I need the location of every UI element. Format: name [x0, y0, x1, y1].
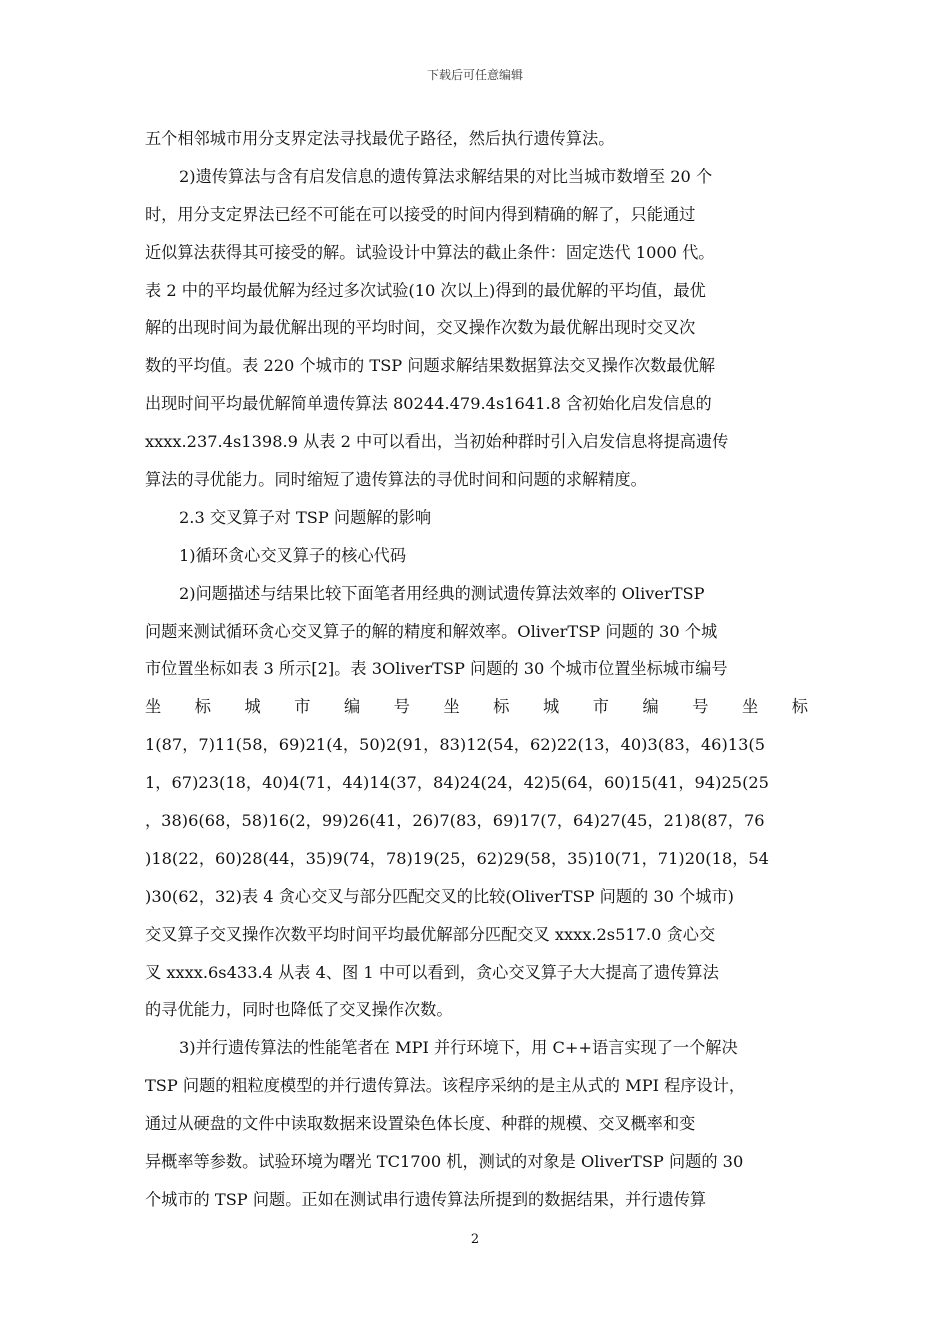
- text-line: ，38)6(68，58)16(2，99)26(41，26)7(83，69)17(7，64)27(45，21)8(87，76: [145, 811, 765, 831]
- spread-char: 编: [642, 697, 659, 717]
- spread-char: 市: [294, 697, 311, 717]
- text-line: 出现时间平均最优解简单遗传算法 80244.479.4s1641.8 含初始化启发信息的: [145, 394, 712, 414]
- text-line: 1，67)23(18，40)4(71，44)14(37，84)24(24，42)5(64，60)15(41，94)25(25: [145, 773, 769, 793]
- spread-char: 市: [592, 697, 609, 717]
- spread-char: 坐: [145, 697, 162, 717]
- page-number: 2: [470, 1232, 480, 1247]
- spread-line: [145, 688, 808, 726]
- text-line: 五个相邻城市用分支界定法寻找最优子路径，然后执行遗传算法。: [145, 129, 615, 148]
- text-line: xxxx.237.4s1398.9 从表 2 中可以看出，当初始种群时引入启发信息将提高遗传: [145, 432, 729, 452]
- spread-char: 号: [393, 697, 410, 717]
- section-heading: 2.3 交叉算子对 TSP 问题解的影响: [179, 507, 432, 527]
- spread-char: 编: [344, 697, 361, 717]
- text-line: 市位置坐标如表 3 所示[2]。表 3OliverTSP 问题的 30 个城市位置坐标城市编号: [145, 659, 728, 679]
- text-line: 个城市的 TSP 问题。正如在测试串行遗传算法所提到的数据结果，并行遗传算: [145, 1189, 707, 1209]
- text-line: 算法的寻优能力。同时缩短了遗传算法的寻优时间和问题的求解精度。: [145, 470, 647, 490]
- spread-char: 城: [543, 697, 560, 717]
- text-line: 异概率等参数。试验环境为曙光 TC1700 机，测试的对象是 OliverTSP 问题的 30: [145, 1152, 744, 1172]
- spread-char: 标: [493, 697, 510, 717]
- text-line: TSP 问题的粗粒度模型的并行遗传算法。该程序采纳的是主从式的 MPI 程序设计，: [145, 1076, 746, 1096]
- spread-char: 号: [692, 697, 709, 717]
- spread-char: 标: [194, 697, 211, 717]
- spread-char: 标: [791, 697, 808, 717]
- text-line: 的寻优能力，同时也降低了交叉操作次数。: [145, 1000, 453, 1020]
- body-text: [145, 120, 808, 1219]
- text-line: 近似算法获得其可接受的解。试验设计中算法的截止条件：固定迭代 1000 代。: [145, 242, 715, 262]
- spread-char: 城: [244, 697, 261, 717]
- text-line: 叉 xxxx.6s433.4 从表 4、图 1 中可以看到，贪心交叉算子大大提高了遗传算法: [145, 962, 719, 982]
- text-line: )30(62，32)表 4 贪心交叉与部分匹配交叉的比较(OliverTSP 问题的 30 个城市): [145, 886, 734, 906]
- text-line: 1(87，7)11(58，69)21(4，50)2(91，83)12(54，62)22(13，40)3(83，46)13(5: [145, 735, 766, 755]
- text-line: 2)遗传算法与含有启发信息的遗传算法求解结果的对比当城市数增至 20 个: [179, 166, 713, 186]
- spread-char: 坐: [742, 697, 759, 717]
- text-line: 通过从硬盘的文件中读取数据来设置染色体长度、种群的规模、交叉概率和变: [145, 1114, 696, 1134]
- text-line: 交叉算子交叉操作次数平均时间平均最优解部分匹配交叉 xxxx.2s517.0 贪心交: [145, 924, 716, 944]
- text-line: 数的平均值。表 220 个城市的 TSP 问题求解结果数据算法交叉操作次数最优解: [145, 356, 715, 376]
- text-line: 表 2 中的平均最优解为经过多次试验(10 次以上)得到的最优解的平均值，最优: [145, 280, 706, 300]
- text-line: 问题来测试循环贪心交叉算子的解的精度和解效率。OliverTSP 问题的 30 个城: [145, 621, 718, 641]
- text-line: 2)问题描述与结果比较下面笔者用经典的测试遗传算法效率的 OliverTSP: [179, 583, 705, 603]
- text-line: 3)并行遗传算法的性能笔者在 MPI 并行环境下，用 C++语言实现了一个解决: [179, 1038, 738, 1058]
- subsection-heading: 1)循环贪心交叉算子的核心代码: [179, 545, 407, 565]
- text-line: 解的出现时间为最优解出现的平均时间，交叉操作次数为最优解出现时交叉次: [145, 318, 696, 338]
- page-header: 下载后可任意编辑: [426, 68, 523, 82]
- spread-char: 坐: [443, 697, 460, 717]
- text-line: )18(22，60)28(44，35)9(74，78)19(25，62)29(58，35)10(71，71)20(18，54: [145, 848, 769, 868]
- text-line: 时，用分支定界法已经不可能在可以接受的时间内得到精确的解了，只能通过: [145, 204, 696, 224]
